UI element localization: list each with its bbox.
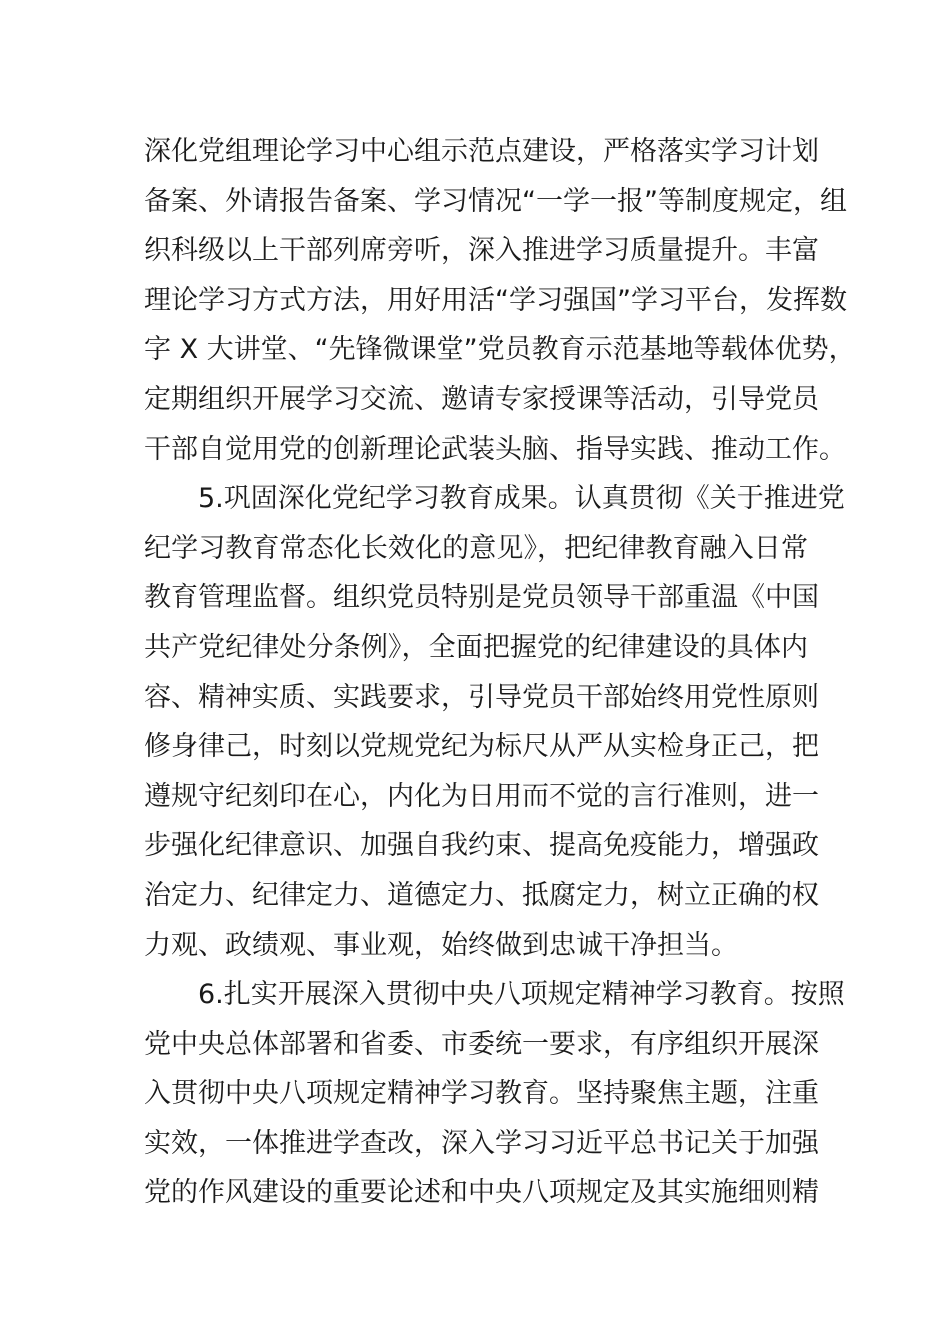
text-line: 力观、政绩观、事业观，始终做到忠诚干净担当。: [144, 929, 738, 961]
text-line: 容、精神实质、实践要求，引导党员干部始终用党性原则: [144, 681, 819, 713]
text-line: 纪学习教育常态化长效化的意见》，把纪律教育融入日常: [144, 532, 808, 564]
body-text: [144, 127, 856, 1218]
text-line: 遵规守纪刻印在心，内化为日用而不觉的言行准则，进一: [144, 780, 819, 812]
paragraph-heading-line: 5.巩固深化党纪学习教育成果。认真贯彻《关于推进党: [198, 483, 845, 515]
text-line: 实效，一体推进学查改，深入学习习近平总书记关于加强: [144, 1127, 819, 1159]
text-line: 党的作风建设的重要论述和中央八项规定及其实施细则精: [144, 1177, 819, 1209]
paragraph-heading-line: 6.扎实开展深入贯彻中央八项规定精神学习教育。按照: [198, 979, 845, 1011]
text-line: 定期组织开展学习交流、邀请专家授课等活动，引导党员: [144, 383, 819, 415]
text-line: 入贯彻中央八项规定精神学习教育。坚持聚焦主题，注重: [144, 1078, 819, 1110]
text-line: 备案、外请报告备案、学习情况“一学一报”等制度规定，组: [144, 185, 847, 217]
text-line: 共产党纪律处分条例》，全面把握党的纪律建设的具体内: [144, 631, 808, 663]
text-line: 干部自觉用党的创新理论武装头脑、指导实践、推动工作。: [144, 433, 846, 465]
text-line: 党中央总体部署和省委、市委统一要求，有序组织开展深: [144, 1028, 819, 1060]
text-line: 深化党组理论学习中心组示范点建设，严格落实学习计划: [144, 136, 819, 167]
text-line: 教育管理监督。组织党员特别是党员领导干部重温《中国: [144, 582, 819, 614]
text-line: 理论学习方式方法，用好用活“学习强国”学习平台，发挥数: [144, 284, 847, 316]
text-line: 字 X 大讲堂、“先锋微课堂”党员教育示范基地等载体优势，: [144, 334, 856, 366]
text-line: 织科级以上干部列席旁听，深入推进学习质量提升。丰富: [144, 235, 819, 267]
text-line: 修身律己，时刻以党规党纪为标尺从严从实检身正己，把: [144, 731, 819, 763]
text-line: 治定力、纪律定力、道德定力、抵腐定力，树立正确的权: [144, 879, 819, 911]
text-line: 步强化纪律意识、加强自我约束、提高免疫能力，增强政: [144, 830, 819, 862]
